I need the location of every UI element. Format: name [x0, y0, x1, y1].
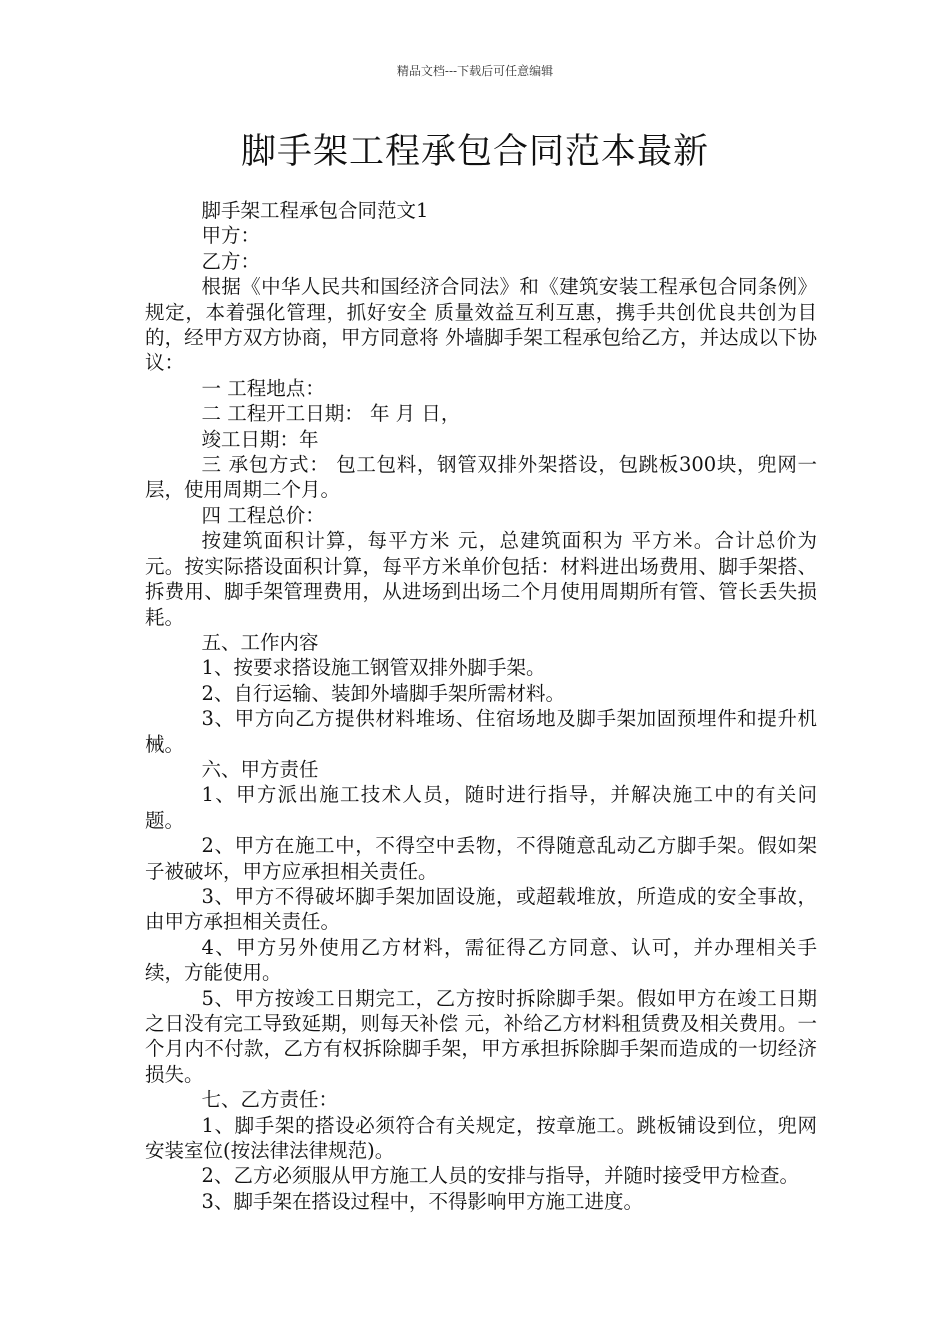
- document-title: 脚手架工程承包合同范本最新: [240, 132, 709, 172]
- paragraph: 1、脚手架的搭设必须符合有关规定，按章施工。跳板铺设到位，兜网安装室位(按法律法律规范)。: [145, 1113, 817, 1163]
- paragraph: 根据《中华人民共和国经济合同法》和《建筑安装工程承包合同条例》规定，本着强化管理，抓好安全 质量效益互利互惠，携手共创优良共创为目的，经甲方双方协商，甲方同意将 外墙脚手架工程承包给乙方，并达成以下协议：: [145, 275, 817, 375]
- paragraph: 七、乙方责任：: [201, 1088, 339, 1112]
- paragraph: 2、甲方在施工中，不得空中丢物，不得随意乱动乙方脚手架。假如架子被破坏，甲方应承担相关责任。: [145, 834, 817, 883]
- paragraph: 5、甲方按竣工日期完工，乙方按时拆除脚手架。假如甲方在竣工日期之日没有完工导致延期，则每天补偿 元，补给乙方材料租赁费及相关费用。一个月内不付款，乙方有权拆除脚手架，甲方承担拆除脚手架而造成的一切经济损失。: [145, 986, 817, 1086]
- paragraph: 1、甲方派出施工技术人员，随时进行指导，并解决施工中的有关问题。: [145, 783, 817, 832]
- paragraph: 2、乙方必须服从甲方施工人员的安排与指导，并随时接受甲方检查。: [201, 1164, 799, 1188]
- paragraph: 3、甲方不得破坏脚手架加固设施，或超载堆放，所造成的安全事故，由甲方承担相关责任。: [145, 884, 817, 934]
- paragraph: 甲方：: [201, 224, 261, 248]
- paragraph: 四 工程总价：: [201, 503, 325, 527]
- page-header: 精品文档---下载后可任意编辑: [396, 64, 554, 78]
- paragraph: 五、工作内容: [201, 630, 319, 654]
- paragraph: 一 工程地点：: [201, 376, 325, 400]
- paragraph: 乙方：: [201, 249, 261, 273]
- paragraph: 4、甲方另外使用乙方材料，需征得乙方同意、认可，并办理相关手续，方能使用。: [145, 935, 817, 985]
- paragraph: 3、脚手架在搭设过程中，不得影响甲方施工进度。: [201, 1189, 643, 1213]
- paragraph: 三 承包方式： 包工包料，钢管双排外架搭设，包跳板300块，兜网一层，使用周期二个月。: [145, 453, 817, 502]
- paragraph: 按建筑面积计算，每平方米 元，总建筑面积为 平方米。合计总价为 元。按实际搭设面积计算，每平方米单价包括：材料进出场费用、脚手架搭、拆费用、脚手架管理费用，从进场到出场二个月使用周期所有管、管长丢失损耗。: [145, 529, 817, 629]
- paragraph: 竣工日期：年: [201, 427, 319, 451]
- paragraph: 六、甲方责任: [201, 757, 319, 781]
- paragraph: 1、按要求搭设施工钢管双排外脚手架。: [201, 656, 546, 680]
- paragraph: 脚手架工程承包合同范文1: [201, 199, 429, 222]
- paragraph: 二 工程开工日期： 年 月 日，: [201, 402, 461, 426]
- paragraph: 2、自行运输、装卸外墙脚手架所需材料。: [201, 681, 565, 705]
- document-body: [145, 198, 817, 1214]
- paragraph: 3、甲方向乙方提供材料堆场、住宿场地及脚手架加固预埋件和提升机械。: [145, 707, 817, 756]
